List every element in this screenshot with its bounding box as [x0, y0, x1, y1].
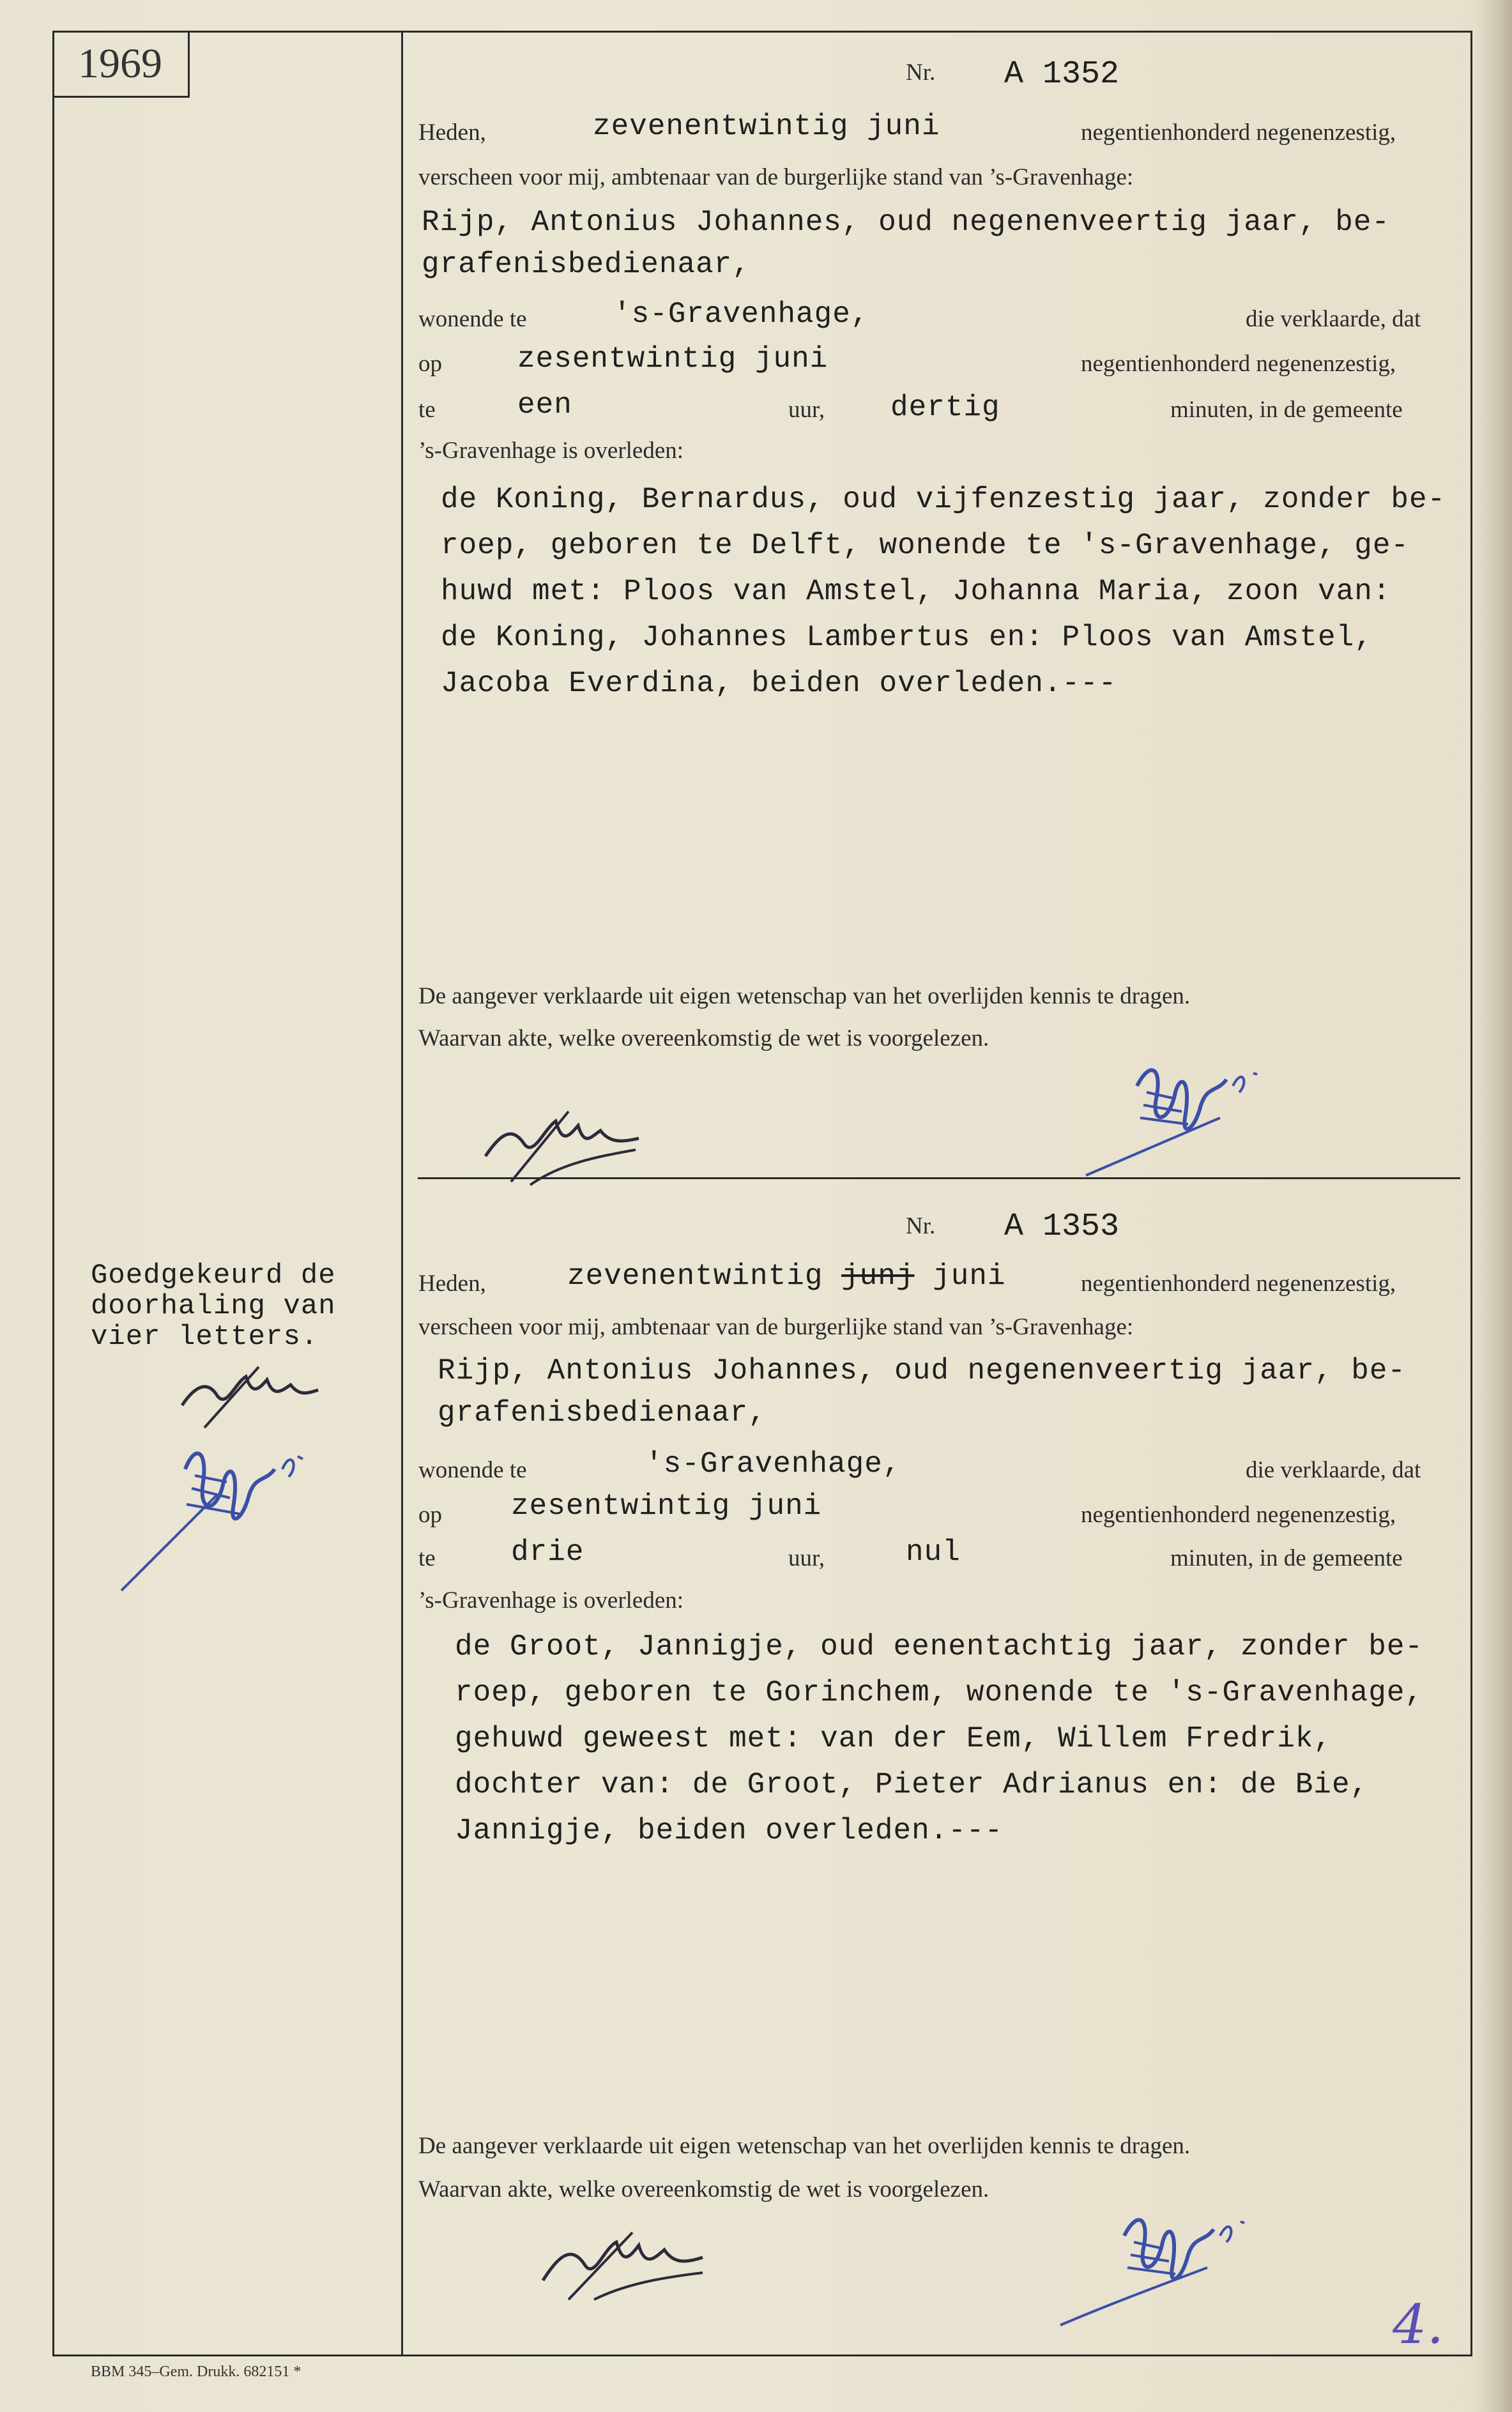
closing-statement: De aangever verklaarde uit eigen wetenschap van het overlijden kennis te dragen. [418, 983, 1191, 1009]
register-year: 1969 [52, 32, 190, 98]
right-border [1470, 31, 1472, 2356]
op-label: op [418, 1502, 442, 1528]
registrar-signature [1054, 2197, 1265, 2332]
record-number: A 1352 [1004, 56, 1120, 93]
record-number: A 1353 [1004, 1209, 1120, 1245]
declarant-signature [530, 2210, 715, 2306]
verklaarde-text: die verklaarde, dat [1246, 306, 1421, 332]
op-label: op [418, 351, 442, 377]
registration-date [567, 1260, 1006, 1293]
margin-note-line-2: doorhaling van [91, 1290, 336, 1322]
death-minutes: nul [906, 1536, 961, 1569]
declarant-line-1: Rijp, Antonius Johannes, oud negenenveertig jaar, be- [438, 1354, 1407, 1387]
heden-label: Heden, [418, 119, 486, 146]
bottom-border [52, 2355, 1472, 2356]
margin-note-line-3: vier letters. [91, 1321, 319, 1353]
uur-label: uur, [788, 397, 825, 423]
deceased-line-2: roep, geboren te Delft, wonende te 's-Gravenhage, ge- [441, 529, 1410, 562]
death-minutes: dertig [890, 391, 1000, 424]
deceased-line-1: de Groot, Jannigje, oud eenentachtig jaar, zonder be- [455, 1630, 1424, 1663]
appearance-statement: verscheen voor mij, ambtenaar van de burgerlijke stand van ’s-Gravenhage: [418, 164, 1134, 190]
declarant-line-2: grafenisbedienaar, [438, 1396, 767, 1430]
page-mark: 4. [1393, 2293, 1444, 2356]
death-date: zesentwintig juni [517, 342, 829, 376]
struck-word: junj [841, 1260, 915, 1293]
place-of-death: ’s-Gravenhage is overleden: [418, 438, 684, 464]
closing-read-aloud: Waarvan akte, welke overeenkomstig de wet is voorgelezen. [418, 1025, 989, 1051]
printer-footer: BBM 345–Gem. Drukk. 682151 * [91, 2363, 302, 2380]
wonende-label: wonende te [418, 1457, 527, 1483]
column-divider [401, 31, 403, 2356]
left-border [52, 31, 54, 2356]
record-number-label: Nr. [906, 1213, 936, 1239]
deceased-line-3: gehuwd geweest met: van der Eem, Willem Fredrik, [455, 1722, 1333, 1755]
deceased-line-5: Jannigje, beiden overleden.--- [455, 1814, 1004, 1847]
registration-date: zevenentwintig juni [593, 110, 940, 143]
death-hour: een [517, 388, 572, 422]
deceased-line-4: dochter van: de Groot, Pieter Adrianus en: de Bie, [455, 1768, 1369, 1801]
record-number-label: Nr. [906, 59, 936, 86]
registration-day: zevenentwintig [567, 1260, 823, 1293]
deceased-line-2: roep, geboren te Gorinchem, wonende te 's-Gravenhage, [455, 1676, 1424, 1709]
wonende-label: wonende te [418, 306, 527, 332]
death-hour: drie [511, 1536, 584, 1569]
margin-registrar-initials [115, 1418, 307, 1597]
heden-label: Heden, [418, 1271, 486, 1297]
declarant-residence: 's-Gravenhage, [613, 298, 869, 331]
deceased-line-5: Jacoba Everdina, beiden overleden.--- [441, 667, 1117, 700]
declarant-line-2: grafenisbedienaar, [422, 248, 751, 281]
minuten-label: minuten, in de gemeente [1170, 1545, 1403, 1571]
uur-label: uur, [788, 1545, 825, 1571]
death-year: negentienhonderd negenenzestig, [1081, 1502, 1396, 1528]
deceased-line-4: de Koning, Johannes Lambertus en: Ploos van Amstel, [441, 621, 1373, 654]
appearance-statement: verscheen voor mij, ambtenaar van de burgerlijke stand van ’s-Gravenhage: [418, 1314, 1134, 1340]
top-border [52, 31, 1472, 33]
margin-note-line-1: Goedgekeurd de [91, 1260, 336, 1292]
death-year: negentienhonderd negenenzestig, [1081, 351, 1396, 377]
declarant-residence: 's-Gravenhage, [645, 1447, 901, 1481]
te-label: te [418, 1545, 436, 1571]
registrar-signature [1080, 1048, 1278, 1182]
te-label: te [418, 397, 436, 423]
closing-read-aloud: Waarvan akte, welke overeenkomstig de wet is voorgelezen. [418, 2176, 989, 2202]
minuten-label: minuten, in de gemeente [1170, 397, 1403, 423]
deceased-line-3: huwd met: Ploos van Amstel, Johanna Maria, zoon van: [441, 575, 1391, 608]
closing-statement: De aangever verklaarde uit eigen wetenschap van het overlijden kennis te dragen. [418, 2133, 1191, 2159]
registration-year: negentienhonderd negenenzestig, [1081, 1271, 1396, 1297]
page-edge [1474, 0, 1512, 2412]
death-date: zesentwintig juni [511, 1490, 822, 1523]
deceased-line-1: de Koning, Bernardus, oud vijfenzestig jaar, zonder be- [441, 483, 1446, 516]
declarant-line-1: Rijp, Antonius Johannes, oud negenenveertig jaar, be- [422, 206, 1391, 239]
place-of-death: ’s-Gravenhage is overleden: [418, 1587, 684, 1614]
registration-year: negentienhonderd negenenzestig, [1081, 119, 1396, 146]
declarant-signature [473, 1086, 652, 1195]
verklaarde-text: die verklaarde, dat [1246, 1457, 1421, 1483]
registration-month: juni [933, 1260, 1006, 1293]
